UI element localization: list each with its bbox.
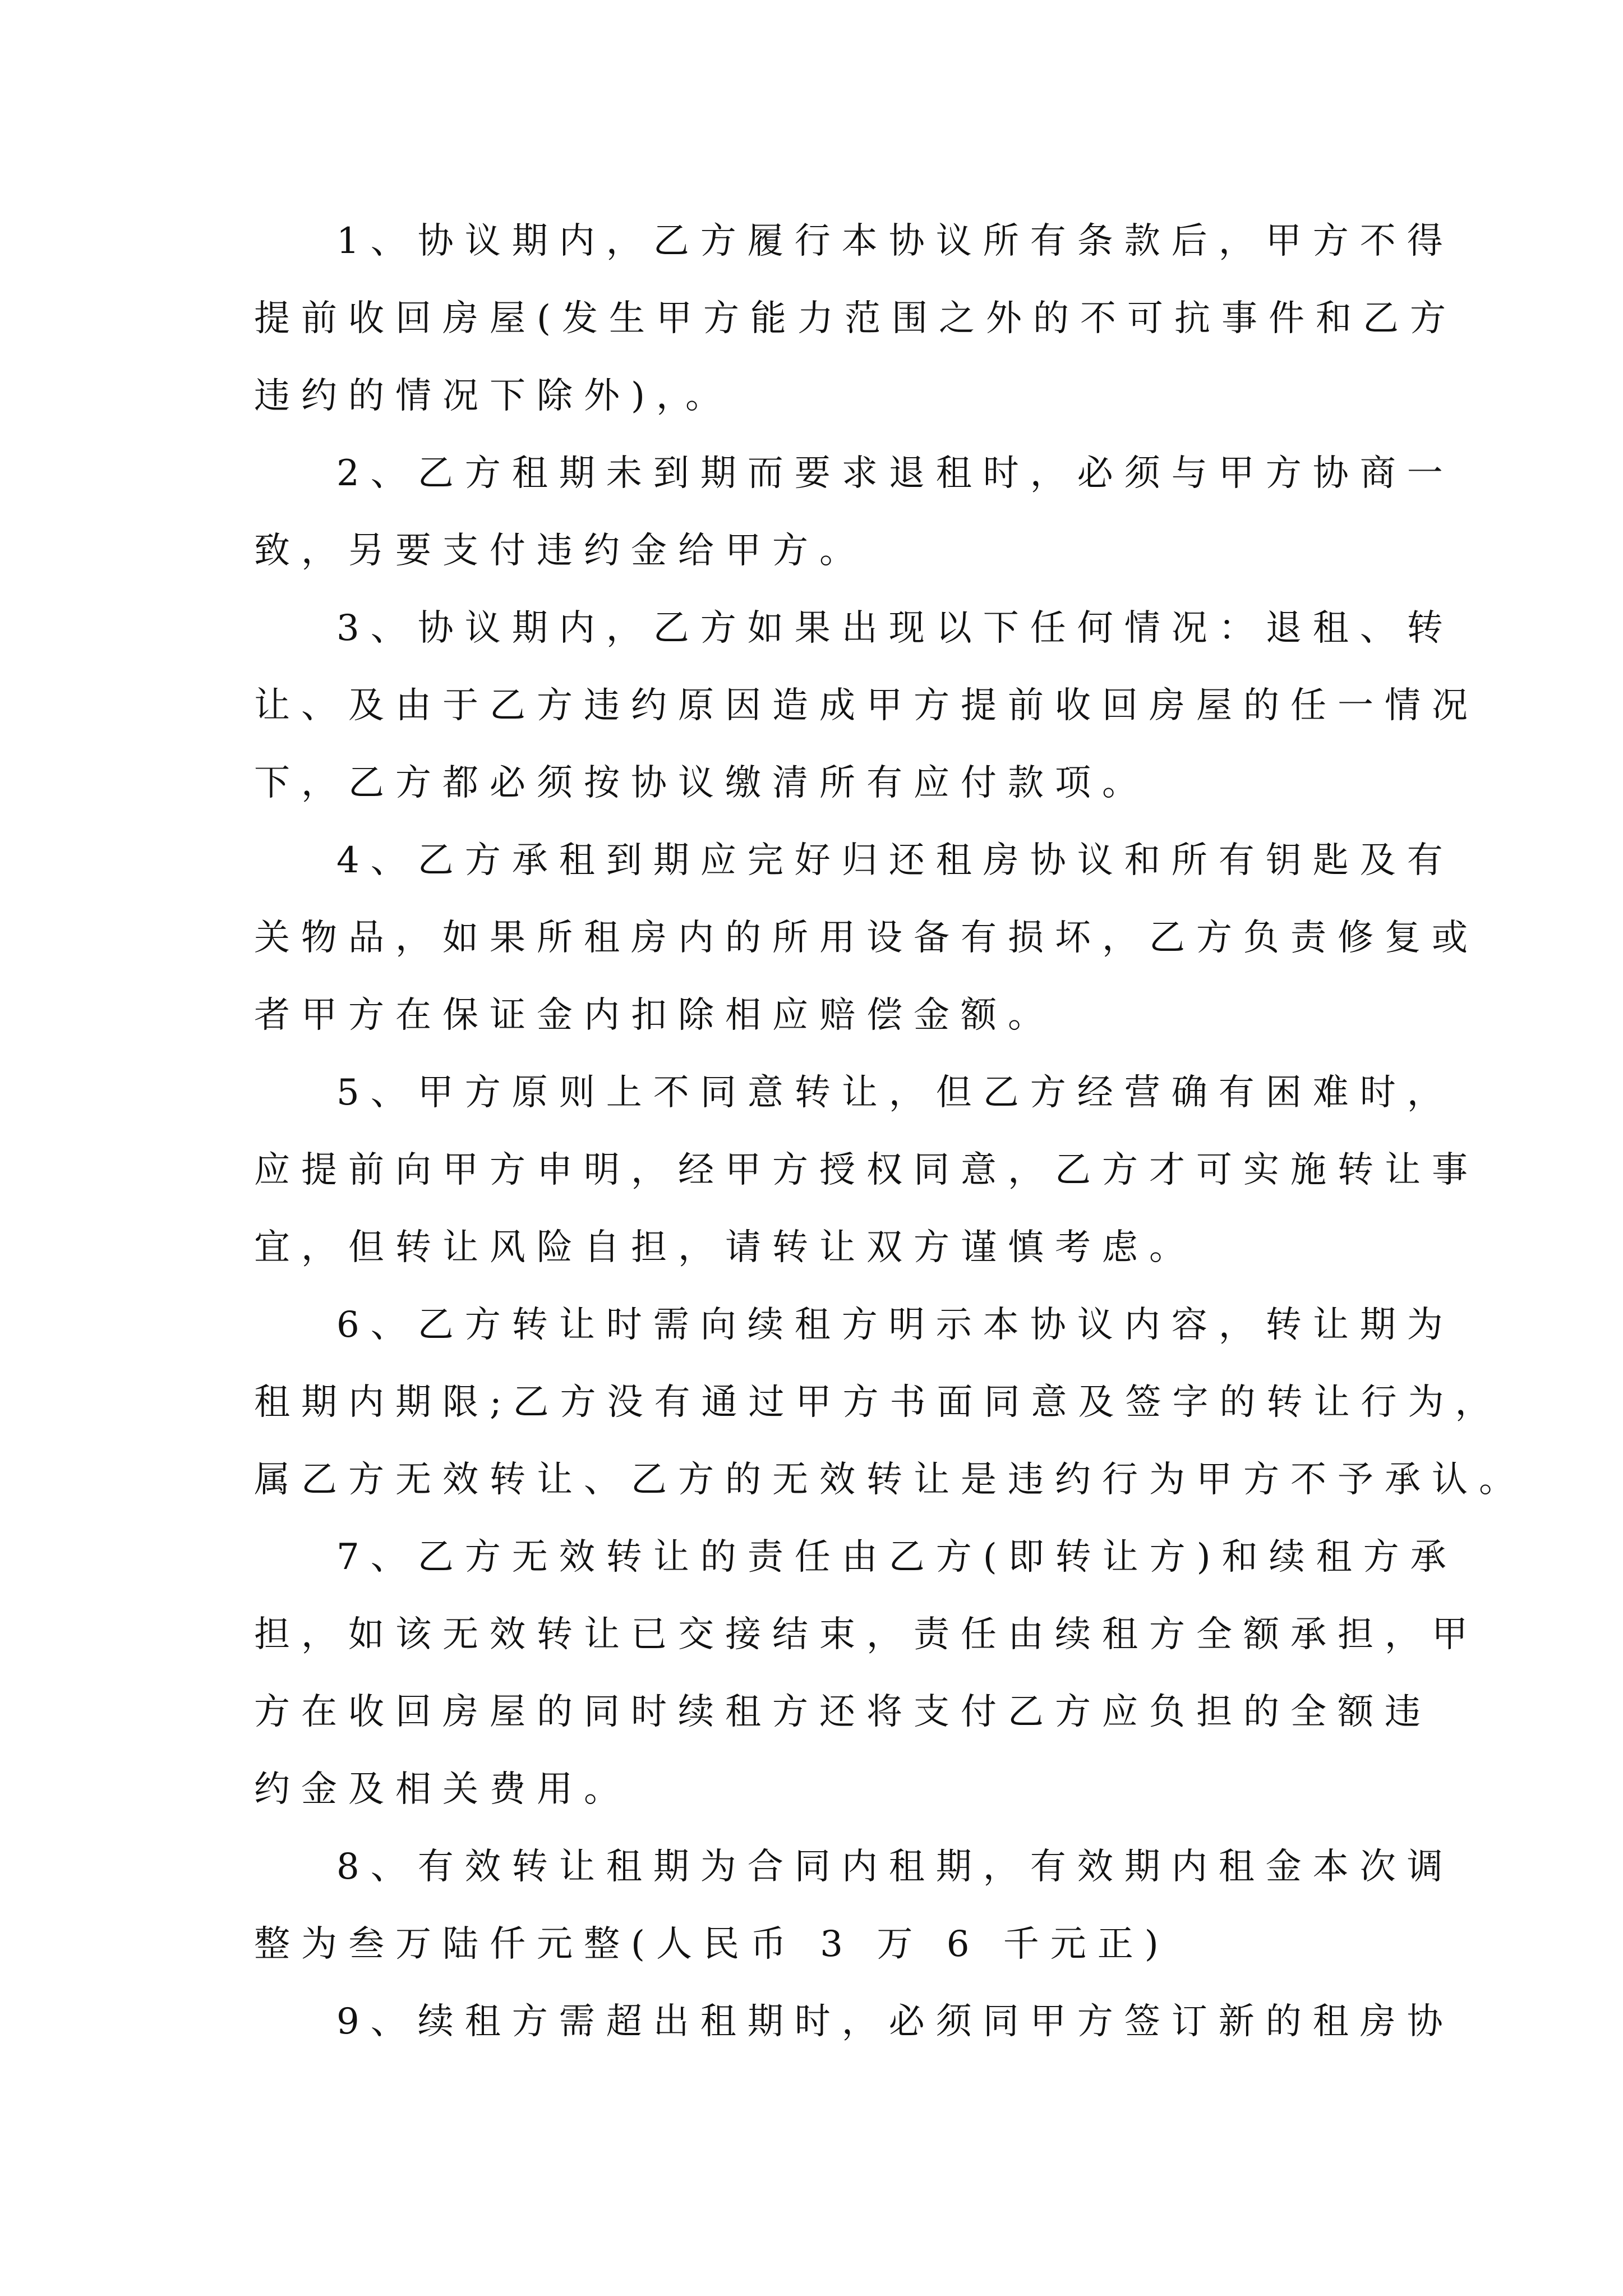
- paragraph-7-line-4: 约金及相关费用。: [254, 1769, 631, 1810]
- paragraph-6-line-2: 租期内期限;乙方没有通过甲方书面同意及签字的转让行为，: [254, 1382, 1502, 1423]
- paragraph-3-line-1: 3、协议期内，乙方如果出现以下任何情况：退租、转: [336, 608, 1454, 649]
- paragraph-1-line-3: 违约的情况下除外)，。: [254, 375, 732, 417]
- paragraph-1-line-1: 1、协议期内，乙方履行本协议所有条款后，甲方不得: [336, 220, 1454, 262]
- paragraph-4-line-2: 关物品，如果所租房内的所用设备有损坏，乙方负责修复或: [254, 917, 1479, 959]
- paragraph-5-line-2: 应提前向甲方申明，经甲方授权同意，乙方才可实施转让事: [254, 1149, 1479, 1191]
- paragraph-4-line-3: 者甲方在保证金内扣除相应赔偿金额。: [254, 995, 1055, 1036]
- paragraph-9-line-1: 9、续租方需超出租期时，必须同甲方签订新的租房协: [336, 2001, 1454, 2042]
- paragraph-6-line-1: 6、乙方转让时需向续租方明示本协议内容，转让期为: [336, 1304, 1454, 1346]
- paragraph-1-line-2: 提前收回房屋(发生甲方能力范围之外的不可抗事件和乙方: [254, 298, 1457, 339]
- paragraph-7-line-1: 7、乙方无效转让的责任由乙方(即转让方)和续租方承: [336, 1536, 1458, 1578]
- paragraph-8-line-1: 8、有效转让租期为合同内租期，有效期内租金本次调: [336, 1846, 1454, 1888]
- paragraph-4-line-1: 4、乙方承租到期应完好归还租房协议和所有钥匙及有: [336, 840, 1454, 881]
- paragraph-3-line-3: 下，乙方都必须按协议缴清所有应付款项。: [254, 762, 1149, 804]
- paragraph-8-line-2: 整为叁万陆仟元整(人民币 3 万 6 千元正): [254, 1924, 1170, 1965]
- paragraph-2-line-1: 2、乙方租期未到期而要求退租时，必须与甲方协商一: [336, 453, 1454, 494]
- paragraph-5-line-1: 5、甲方原则上不同意转让，但乙方经营确有困难时，: [336, 1072, 1454, 1114]
- paragraph-6-line-3: 属乙方无效转让、乙方的无效转让是违约行为甲方不予承认。: [254, 1459, 1526, 1501]
- paragraph-3-line-2: 让、及由于乙方违约原因造成甲方提前收回房屋的任一情况: [254, 685, 1479, 726]
- paragraph-7-line-2: 担，如该无效转让已交接结束，责任由续租方全额承担，甲: [254, 1614, 1479, 1655]
- paragraph-5-line-3: 宜，但转让风险自担，请转让双方谨慎考虑。: [254, 1227, 1196, 1268]
- paragraph-2-line-2: 致，另要支付违约金给甲方。: [254, 530, 866, 572]
- paragraph-7-line-3: 方在收回房屋的同时续租方还将支付乙方应负担的全额违: [254, 1691, 1432, 1733]
